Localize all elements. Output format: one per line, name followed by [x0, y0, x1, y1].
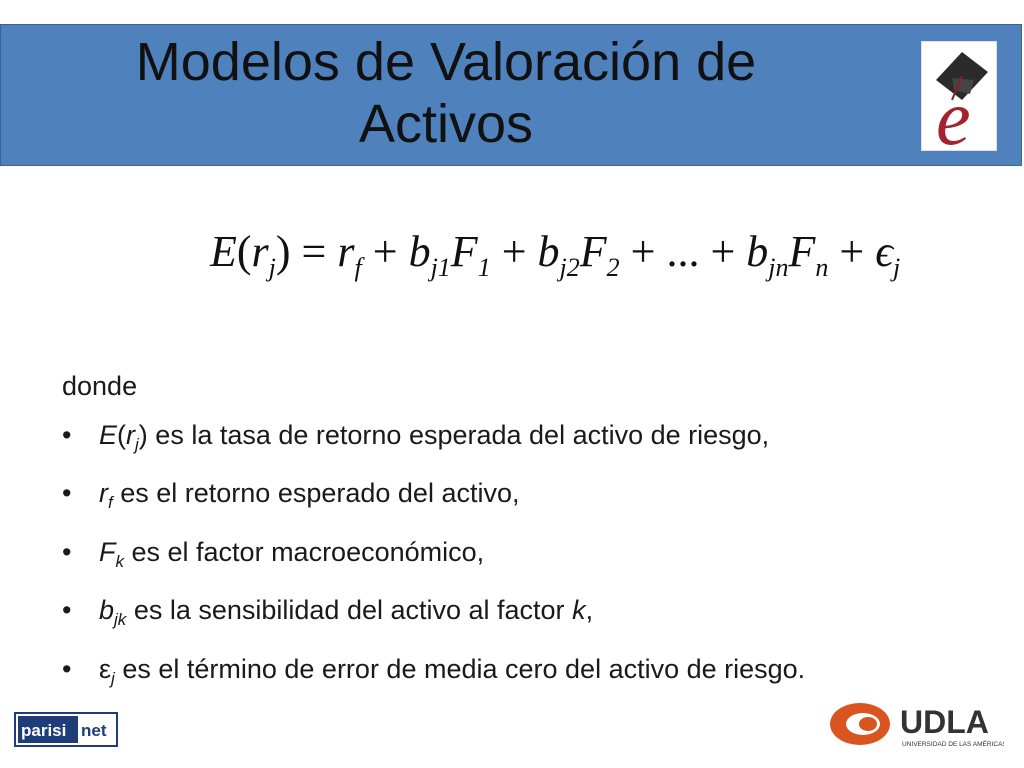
- definition-list: [62, 411, 982, 704]
- apt-formula: $E(r_j) = r_f + b_{j1}F_1 + b_{j2}F_2$ + ... + $b_{jn}F_n + \epsilon_j$: [210, 227, 901, 282]
- formula-expected-symbol: E: [210, 227, 237, 276]
- graduation-cap-e-icon: [922, 42, 997, 151]
- list-item: • $b_{jk}$ es la sensibilidad del activo al factor k,: [62, 595, 594, 629]
- svg-text:e: e: [936, 74, 971, 151]
- svg-text:parisi: parisi: [21, 721, 67, 740]
- svg-text:UNIVERSIDAD DE LAS AMÉRICAS: UNIVERSIDAD DE LAS AMÉRICAS: [902, 741, 1004, 748]
- svg-text:UDLA: UDLA: [900, 704, 989, 740]
- definitions: [62, 362, 982, 703]
- list-item: • $F_k$ es el factor macroeconómico,: [62, 536, 485, 571]
- slide-title: Modelos de Valoración de Activos: [135, 32, 757, 154]
- e-logo: [921, 41, 997, 151]
- svg-text:net: net: [81, 721, 107, 740]
- list-item: • $E(r_j)$ es la tasa de retorno esperada del activo de riesgo,: [62, 419, 770, 454]
- parisi-net-logo: [14, 712, 118, 747]
- intro-text: donde: [62, 371, 138, 401]
- udla-logo: [830, 700, 1004, 752]
- formula-r: r: [251, 227, 269, 276]
- list-item: • $\varepsilon_j$ es el término de error de media cero del activo de riesgo.: [62, 653, 806, 688]
- formula-ellipsis: ...: [666, 227, 700, 276]
- title-banner: [0, 24, 1022, 166]
- list-item: • $r_f$ es el retorno esperado del activo,: [62, 478, 520, 512]
